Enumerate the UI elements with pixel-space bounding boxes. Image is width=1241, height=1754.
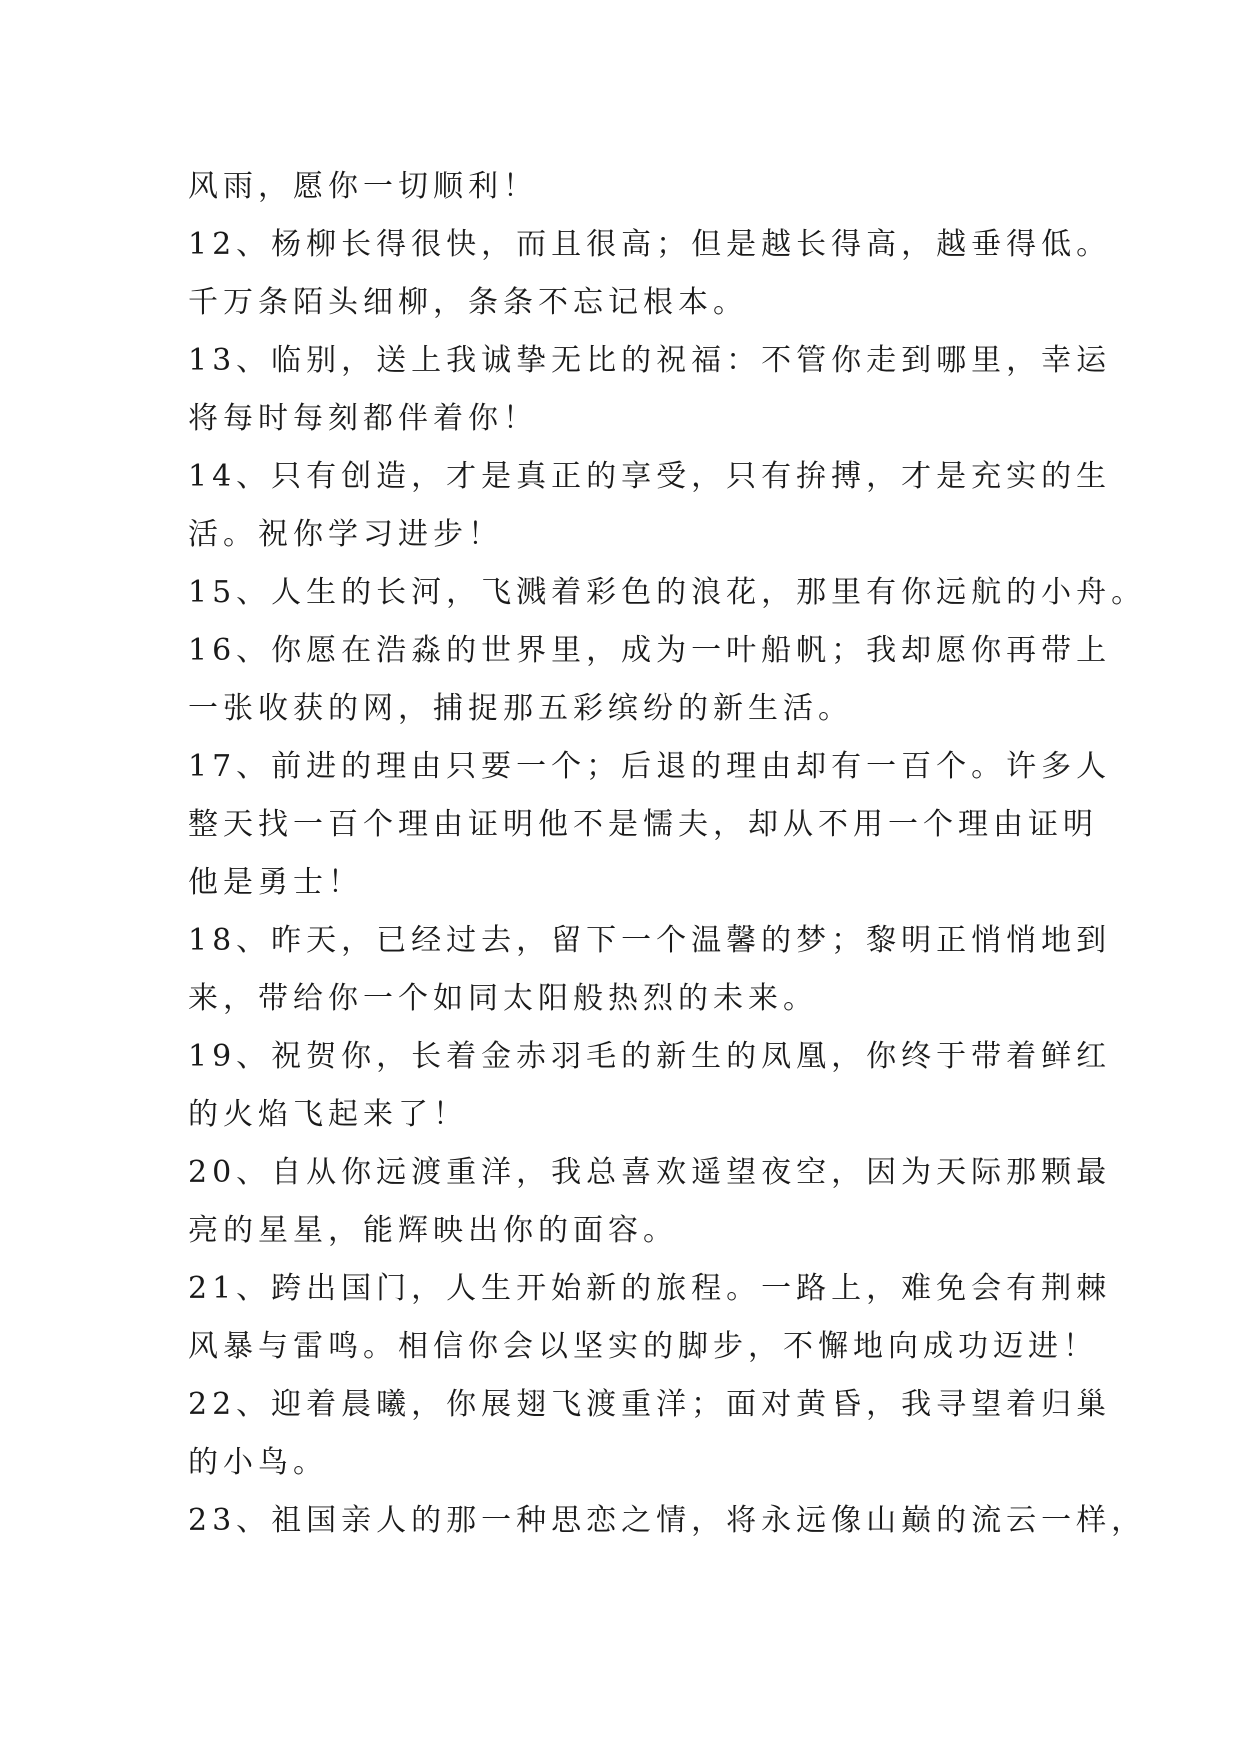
document-body (188, 158, 1147, 1550)
text-line: 23、祖国亲人的那一种思恋之情，将永远像山巅的流云一样， (188, 1503, 1147, 1538)
text-line: 的火焰飞起来了！ (188, 1097, 468, 1132)
text-line: 17、前进的理由只要一个；后退的理由却有一百个。许多人 (188, 749, 1112, 784)
text-line: 将每时每刻都伴着你！ (188, 401, 538, 436)
text-line: 13、临别，送上我诚挚无比的祝福：不管你走到哪里，幸运 (188, 343, 1112, 378)
text-line: 14、只有创造，才是真正的享受，只有拚搏，才是充实的生 (188, 459, 1112, 494)
text-line: 来，带给你一个如同太阳般热烈的未来。 (188, 981, 818, 1016)
text-line: 22、迎着晨曦，你展翅飞渡重洋；面对黄昏，我寻望着归巢 (188, 1387, 1112, 1422)
text-line: 的小鸟。 (188, 1445, 328, 1480)
text-line: 15、人生的长河，飞溅着彩色的浪花，那里有你远航的小舟。 (188, 575, 1147, 610)
text-line: 12、杨柳长得很快，而且很高；但是越长得高，越垂得低。 (188, 227, 1112, 262)
text-line: 风暴与雷鸣。相信你会以坚实的脚步，不懈地向成功迈进！ (188, 1329, 1098, 1364)
text-line: 活。祝你学习进步！ (188, 517, 503, 552)
text-line: 他是勇士！ (188, 865, 363, 900)
text-line: 亮的星星，能辉映出你的面容。 (188, 1213, 678, 1248)
text-line: 21、跨出国门，人生开始新的旅程。一路上，难免会有荆棘 (188, 1271, 1112, 1306)
text-line: 18、昨天，已经过去，留下一个温馨的梦；黎明正悄悄地到 (188, 923, 1112, 958)
text-line: 整天找一百个理由证明他不是懦夫，却从不用一个理由证明 (188, 807, 1098, 842)
text-line: 16、你愿在浩淼的世界里，成为一叶船帆；我却愿你再带上 (188, 633, 1112, 668)
text-line: 一张收获的网，捕捉那五彩缤纷的新生活。 (188, 691, 853, 726)
text-line: 19、祝贺你，长着金赤羽毛的新生的凤凰，你终于带着鲜红 (188, 1039, 1112, 1074)
text-line: 风雨，愿你一切顺利！ (188, 169, 538, 204)
text-line: 20、自从你远渡重洋，我总喜欢遥望夜空，因为天际那颗最 (188, 1155, 1112, 1190)
text-line: 千万条陌头细柳，条条不忘记根本。 (188, 285, 748, 320)
